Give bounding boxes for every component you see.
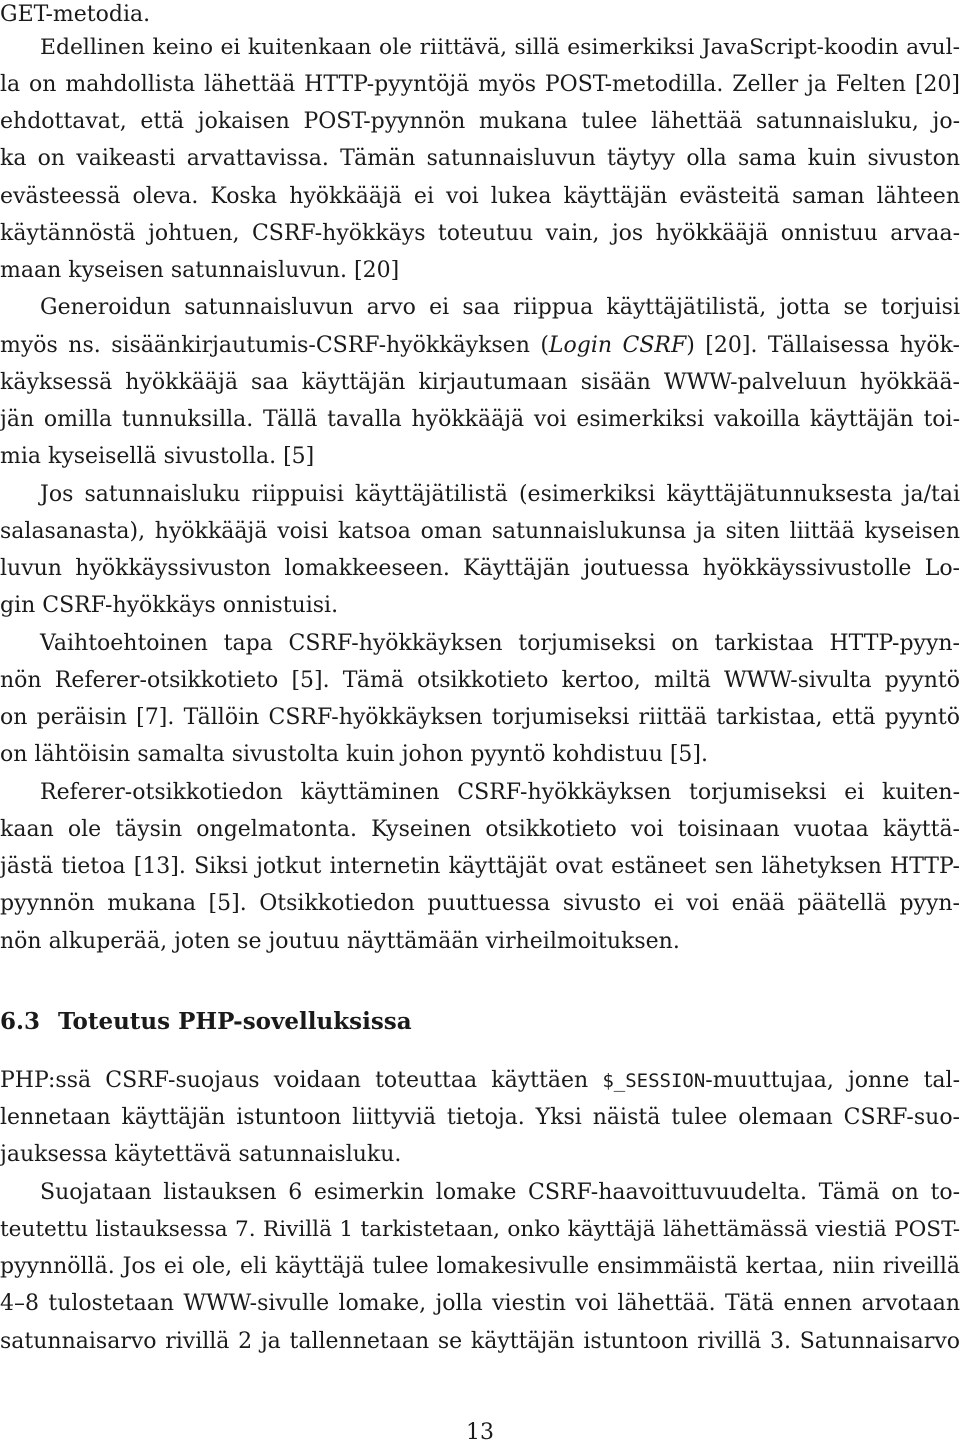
text-span: PHP:ssä CSRF-suojaus voidaan toteuttaa käyttäen	[0, 1068, 603, 1093]
paragraph-line: Vaihtoehtoinen tapa CSRF-hyökkäyksen torjumiseksi on tarkistaa HTTP-pyyn-	[40, 631, 960, 656]
paragraph-line: maan kyseisen satunnaisluvun. [20]	[0, 258, 400, 283]
paragraph-line: mia kyseisellä sivustolla. [5]	[0, 444, 315, 469]
page-number: 13	[466, 1420, 494, 1445]
paragraph-line: ehdottavat, että jokaisen POST-pyynnön mukana tulee lähettää satunnaisluku, jo-	[0, 109, 960, 134]
paragraph-line: teutettu listauksessa 7. Rivillä 1 tarkistetaan, onko käyttäjä lähettämässä viestiä POST-	[0, 1217, 960, 1242]
paragraph-line: satunnaisarvo rivillä 2 ja tallennetaan se käyttäjän istuntoon rivillä 3. Satunnaisarvo	[0, 1329, 960, 1354]
section-heading	[0, 1006, 960, 1038]
paragraph-line: Referer-otsikkotiedon käyttäminen CSRF-hyökkäyksen torjumiseksi ei kuiten-	[40, 780, 960, 805]
paragraph-line: Generoidun satunnaisluvun arvo ei saa riippua käyttäjätilistä, jotta se torjuisi	[40, 295, 960, 320]
text-span: ) [20]. Tällaisessa hyök-	[686, 333, 960, 358]
paragraph-line: jästä tietoa [13]. Siksi jotkut internetin käyttäjät ovat estäneet sen lähetyksen HTTP-	[0, 854, 960, 879]
paragraph-line: jän omilla tunnuksilla. Tällä tavalla hyökkääjä voi esimerkiksi vakoilla käyttäjän toi-	[0, 407, 960, 432]
paragraph-line: kaan ole täysin ongelmatonta. Kyseinen otsikkotieto voi toisinaan vuotaa käyttä-	[0, 817, 960, 842]
paragraph-line: luvun hyökkäyssivuston lomakkeeseen. Käyttäjän joutuessa hyökkäyssivustolle Lo-	[0, 556, 960, 581]
paragraph-line	[0, 331, 960, 361]
text-span: myös ns. sisäänkirjautumis-CSRF-hyökkäyksen (	[0, 333, 549, 358]
paragraph-line: lennetaan käyttäjän istuntoon liittyviä tietoja. Yksi näistä tulee olemaan CSRF-suo-	[0, 1105, 960, 1130]
paragraph-line: pyynnön mukana [5]. Otsikkotiedon puuttuessa sivusto ei voi enää päätellä pyyn-	[0, 891, 960, 916]
paragraph-line: la on mahdollista lähettää HTTP-pyyntöjä myös POST-metodilla. Zeller ja Felten [20]	[0, 72, 960, 97]
paragraph-line: Edellinen keino ei kuitenkaan ole riittävä, sillä esimerkiksi JavaScript-koodin avul-	[40, 35, 960, 60]
paragraph-line: käyksessä hyökkääjä saa käyttäjän kirjautumaan sisään WWW-palveluun hyökkää-	[0, 370, 960, 395]
paragraph-line: Suojataan listauksen 6 esimerkin lomake CSRF-haavoittuvuudelta. Tämä on to-	[40, 1180, 960, 1205]
paragraph-line: Jos satunnaisluku riippuisi käyttäjätilistä (esimerkiksi käyttäjätunnuksesta ja/tai	[40, 482, 960, 507]
paragraph-line: jauksessa käytettävä satunnaisluku.	[0, 1142, 402, 1167]
paragraph-line: nön alkuperää, joten se joutuu näyttämään virheilmoituksen.	[0, 929, 680, 954]
paragraph-line	[0, 1066, 960, 1096]
section-title: Toteutus PHP-sovelluksissa	[58, 1008, 412, 1035]
paragraph-line: 4–8 tulostetaan WWW-sivulle lomake, jolla viestin voi lähettää. Tätä ennen arvotaan	[0, 1291, 960, 1316]
paragraph-line: GET-metodia.	[0, 2, 151, 27]
italic-term: Login CSRF	[548, 333, 687, 358]
paragraph-line: salasanasta), hyökkääjä voisi katsoa oman satunnaislukunsa ja siten liittää kyseisen	[0, 519, 960, 544]
code-variable: $_SESSION	[602, 1070, 706, 1092]
section-number: 6.3	[0, 1008, 41, 1035]
paragraph-line: pyynnöllä. Jos ei ole, eli käyttäjä tulee lomakesivulle ensimmäistä kertaa, niin riveillä	[0, 1254, 960, 1279]
paragraph-line: on lähtöisin samalta sivustolta kuin johon pyyntö kohdistuu [5].	[0, 742, 709, 767]
paragraph-line: on peräisin [7]. Tällöin CSRF-hyökkäyksen torjumiseksi riittää tarkistaa, että pyyntö	[0, 705, 960, 730]
text-span: -muuttujaa, jonne tal-	[705, 1068, 960, 1093]
paragraph-line: nön Referer-otsikkotieto [5]. Tämä otsikkotieto kertoo, miltä WWW-sivulta pyyntö	[0, 668, 960, 693]
paragraph-line: ka on vaikeasti arvattavissa. Tämän satunnaisluvun täytyy olla sama kuin sivuston	[0, 146, 960, 171]
paragraph-line: evästeessä oleva. Koska hyökkääjä ei voi lukea käyttäjän evästeitä saman lähteen	[0, 184, 960, 209]
paragraph-line: gin CSRF-hyökkäys onnistuisi.	[0, 593, 339, 618]
paragraph-line: käytännöstä johtuen, CSRF-hyökkäys toteutuu vain, jos hyökkääjä onnistuu arvaa-	[0, 221, 960, 246]
